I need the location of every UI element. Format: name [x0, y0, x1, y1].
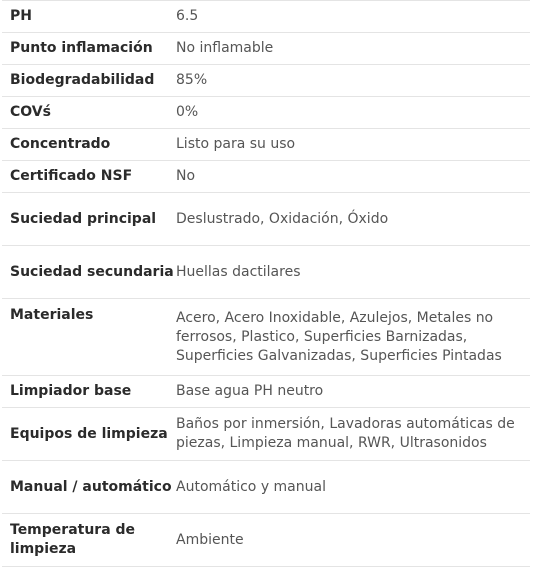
spec-label: Temperatura de limpieza — [2, 514, 176, 567]
spec-value: Listo para su uso — [176, 129, 530, 161]
spec-label: Biodegradabilidad — [2, 65, 176, 97]
spec-row-punto-inflamacion — [2, 33, 530, 65]
spec-value: Base agua PH neutro — [176, 376, 530, 408]
spec-label: Suciedad secundaria — [2, 246, 176, 299]
spec-label: COVś — [2, 97, 176, 129]
spec-row-limpiador-base — [2, 376, 530, 408]
spec-row-concentrado — [2, 129, 530, 161]
spec-label: Materiales — [2, 299, 176, 376]
spec-label: Suciedad principal — [2, 193, 176, 246]
spec-row-biodegradabilidad — [2, 65, 530, 97]
spec-label: Punto inflamación — [2, 33, 176, 65]
spec-label: Equipos de limpieza — [2, 408, 176, 461]
spec-row-materiales — [2, 299, 530, 376]
spec-value: 85% — [176, 65, 530, 97]
spec-value: Baños por inmersión, Lavadoras automáticas de piezas, Limpieza manual, RWR, Ultrasonidos — [176, 408, 530, 461]
spec-row-temperatura-limpieza — [2, 514, 530, 567]
spec-row-equipos-limpieza — [2, 408, 530, 461]
spec-value: Acero, Acero Inoxidable, Azulejos, Metales no ferrosos, Plastico, Superficies Barnizadas, Superficies Galvanizadas, Superficies Pintadas — [176, 299, 530, 376]
spec-value: 6.5 — [176, 1, 530, 33]
spec-row-suciedad-principal — [2, 193, 530, 246]
spec-label: Limpiador base — [2, 376, 176, 408]
spec-value: Huellas dactilares — [176, 246, 530, 299]
specifications-table — [2, 0, 530, 567]
spec-label: PH — [2, 1, 176, 33]
spec-value: No — [176, 161, 530, 193]
spec-row-certificado-nsf — [2, 161, 530, 193]
spec-value: 0% — [176, 97, 530, 129]
spec-value: Deslustrado, Oxidación, Óxido — [176, 193, 530, 246]
spec-row-ph — [2, 1, 530, 33]
spec-label: Concentrado — [2, 129, 176, 161]
spec-row-covs — [2, 97, 530, 129]
spec-value: Automático y manual — [176, 461, 530, 514]
spec-label: Certificado NSF — [2, 161, 176, 193]
spec-value: No inflamable — [176, 33, 530, 65]
spec-value: Ambiente — [176, 514, 530, 567]
spec-label: Manual / automático — [2, 461, 176, 514]
spec-row-suciedad-secundaria — [2, 246, 530, 299]
spec-row-manual-automatico — [2, 461, 530, 514]
